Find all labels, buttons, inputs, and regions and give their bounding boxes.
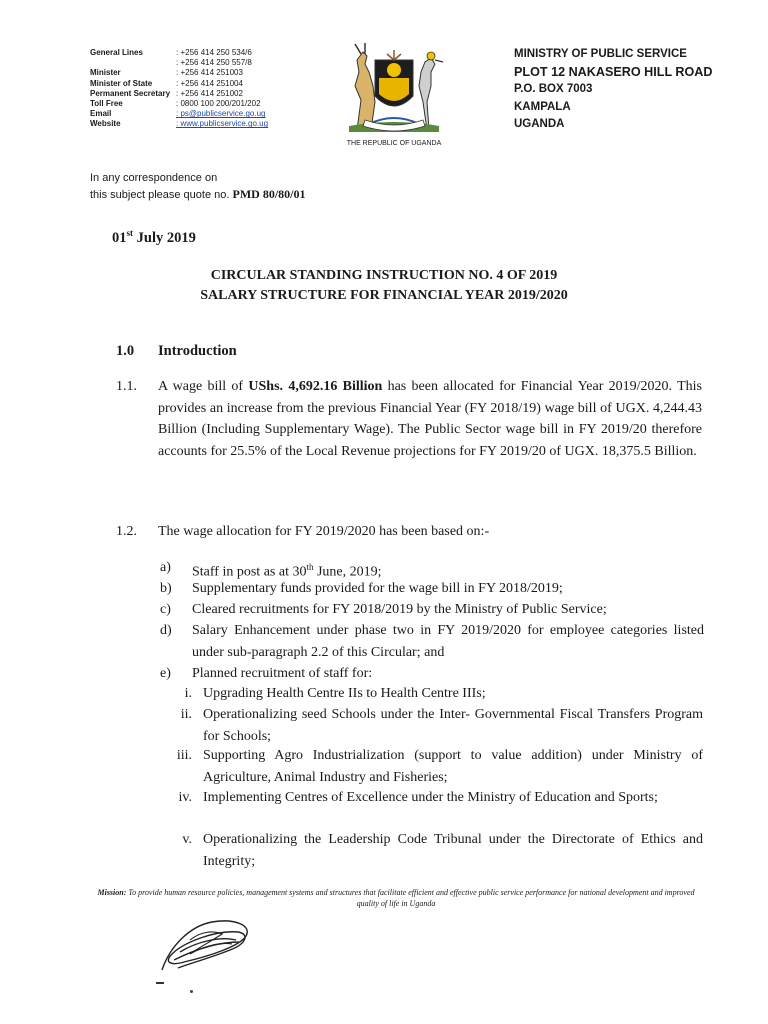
contact-row bbox=[90, 99, 268, 109]
contact-row bbox=[90, 89, 268, 99]
reference-line bbox=[90, 186, 306, 203]
sublist-label: iii. bbox=[176, 748, 192, 763]
list-text-part: Staff in post as at 30 bbox=[192, 564, 307, 580]
paragraph-1-1 bbox=[158, 376, 702, 462]
paragraph-text: A wage bill of bbox=[158, 379, 249, 394]
wage-bill-amount: UShs. 4,692.16 Billion bbox=[248, 379, 383, 394]
mission-text: To provide human resource policies, management systems and structures that facilitate efficient and effective public service performance for national development and improved quality of life in Uganda bbox=[128, 888, 695, 908]
contact-label: Permanent Secretary bbox=[90, 88, 171, 98]
contact-label: General Lines bbox=[90, 48, 143, 57]
sublist-text: Operationalizing seed Schools under the Inter- Governmental Fiscal Transfers Program for Schools; bbox=[203, 707, 703, 744]
paragraph-1-2: The wage allocation for FY 2019/2020 has been based on:- bbox=[158, 524, 490, 539]
contact-row bbox=[90, 58, 268, 68]
address-line: P.O. BOX 7003 bbox=[514, 83, 593, 96]
sublist-text: Implementing Centres of Excellence under the Ministry of Education and Sports; bbox=[203, 790, 658, 805]
reference-note bbox=[90, 170, 306, 203]
title-line-2: SALARY STRUCTURE FOR FINANCIAL YEAR 2019/2020 bbox=[200, 288, 568, 303]
list-label: b) bbox=[160, 581, 172, 596]
email-link[interactable]: : ps@publicservice.go.ug bbox=[176, 109, 266, 119]
list-text: Salary Enhancement under phase two in FY 2019/2020 for employee categories listed under sub-paragraph 2.2 of this Circular; and bbox=[192, 623, 704, 660]
sublist-text: Supporting Agro Industrialization (support to value addition) under Ministry of Agriculture, Animal Industry and Fisheries; bbox=[203, 748, 703, 785]
list-text: Cleared recruitments for FY 2018/2019 by the Ministry of Public Service; bbox=[192, 602, 607, 617]
list-label: d) bbox=[160, 623, 172, 638]
list-text-sup: th bbox=[306, 562, 314, 572]
section-number: 1.0 bbox=[116, 343, 135, 359]
address-line: PLOT 12 NAKASERO HILL ROAD bbox=[514, 64, 713, 79]
contact-value: : +256 414 250 557/8 bbox=[176, 58, 252, 68]
contact-row bbox=[90, 109, 268, 119]
contact-label: Minister of State bbox=[90, 78, 153, 88]
coat-of-arms bbox=[328, 42, 460, 147]
contact-label: Email bbox=[90, 109, 112, 119]
section-title: Introduction bbox=[158, 343, 237, 359]
contact-label bbox=[90, 58, 176, 68]
address-line: KAMPALA bbox=[514, 100, 571, 113]
list-label: c) bbox=[160, 602, 171, 617]
list-label: e) bbox=[160, 666, 171, 681]
signature-scribble bbox=[150, 912, 260, 982]
circular-title bbox=[0, 266, 768, 306]
section-heading bbox=[116, 343, 237, 360]
contact-value: : 0800 100 200/201/202 bbox=[176, 99, 261, 109]
contact-label: Website bbox=[90, 119, 121, 129]
contact-label: Minister bbox=[90, 68, 121, 78]
date-rest: July 2019 bbox=[133, 229, 196, 246]
sublist-label: i. bbox=[184, 686, 192, 701]
list-label: a) bbox=[160, 560, 171, 575]
ministry-address bbox=[514, 46, 713, 134]
contact-label: Toll Free bbox=[90, 99, 123, 109]
website-link[interactable]: : www.publicservice.go.ug bbox=[176, 119, 269, 129]
contact-value: : +256 414 251004 bbox=[176, 78, 243, 88]
contact-value: : +256 414 250 534/6 bbox=[176, 48, 252, 57]
contact-row bbox=[90, 119, 268, 129]
contact-block bbox=[90, 48, 268, 130]
paragraph-number: 1.1. bbox=[116, 379, 137, 394]
letter-date bbox=[112, 228, 196, 247]
date-suffix: st bbox=[126, 228, 133, 238]
date-day: 01 bbox=[112, 229, 127, 246]
reference-text: this subject please quote no. bbox=[90, 189, 230, 201]
sublist-label: iv. bbox=[178, 790, 192, 805]
reference-line: In any correspondence on bbox=[90, 172, 218, 184]
contact-row bbox=[90, 48, 268, 58]
contact-row bbox=[90, 68, 268, 78]
mission-label: Mission: bbox=[97, 888, 127, 897]
sublist-label: v. bbox=[182, 832, 192, 847]
sublist-label: ii. bbox=[180, 707, 192, 722]
mission-statement bbox=[96, 887, 696, 909]
pen-dot bbox=[190, 990, 193, 993]
list-text-part: June, 2019; bbox=[313, 564, 382, 580]
sublist-text: Upgrading Health Centre IIs to Health Centre IIIs; bbox=[203, 686, 486, 701]
paragraph-number: 1.2. bbox=[116, 524, 137, 539]
reference-number: PMD 80/80/01 bbox=[232, 187, 306, 201]
address-line: UGANDA bbox=[514, 118, 565, 131]
contact-value: : +256 414 251002 bbox=[176, 88, 243, 98]
sublist-text: Operationalizing the Leadership Code Tribunal under the Directorate of Ethics and Integrity; bbox=[203, 832, 703, 869]
contact-row bbox=[90, 79, 268, 89]
list-text: Supplementary funds provided for the wage bill in FY 2018/2019; bbox=[192, 581, 563, 596]
crest-caption: THE REPUBLIC OF UGANDA bbox=[346, 140, 442, 147]
pen-mark bbox=[156, 982, 164, 984]
contact-value: : +256 414 251003 bbox=[176, 68, 243, 78]
coat-of-arms-emblem bbox=[335, 42, 453, 138]
title-line-1: CIRCULAR STANDING INSTRUCTION NO. 4 OF 2019 bbox=[210, 268, 558, 283]
list-text: Planned recruitment of staff for: bbox=[192, 666, 373, 681]
paragraph-text: has been allocated for Financial Year 2019/2020. This provides an increase from the previous Financial Year (FY 2018/19) wage bill of UGX. 4,244.43 Billion (Including Supplementary Wage). The Public Sector wage bill in FY 2019/20 therefore accounts for 25.5% of the Local Revenue projections for FY 2019/20 of UGX. 18,375.5 Billion. bbox=[158, 379, 702, 459]
address-line: MINISTRY OF PUBLIC SERVICE bbox=[514, 48, 687, 60]
signature bbox=[150, 912, 260, 987]
